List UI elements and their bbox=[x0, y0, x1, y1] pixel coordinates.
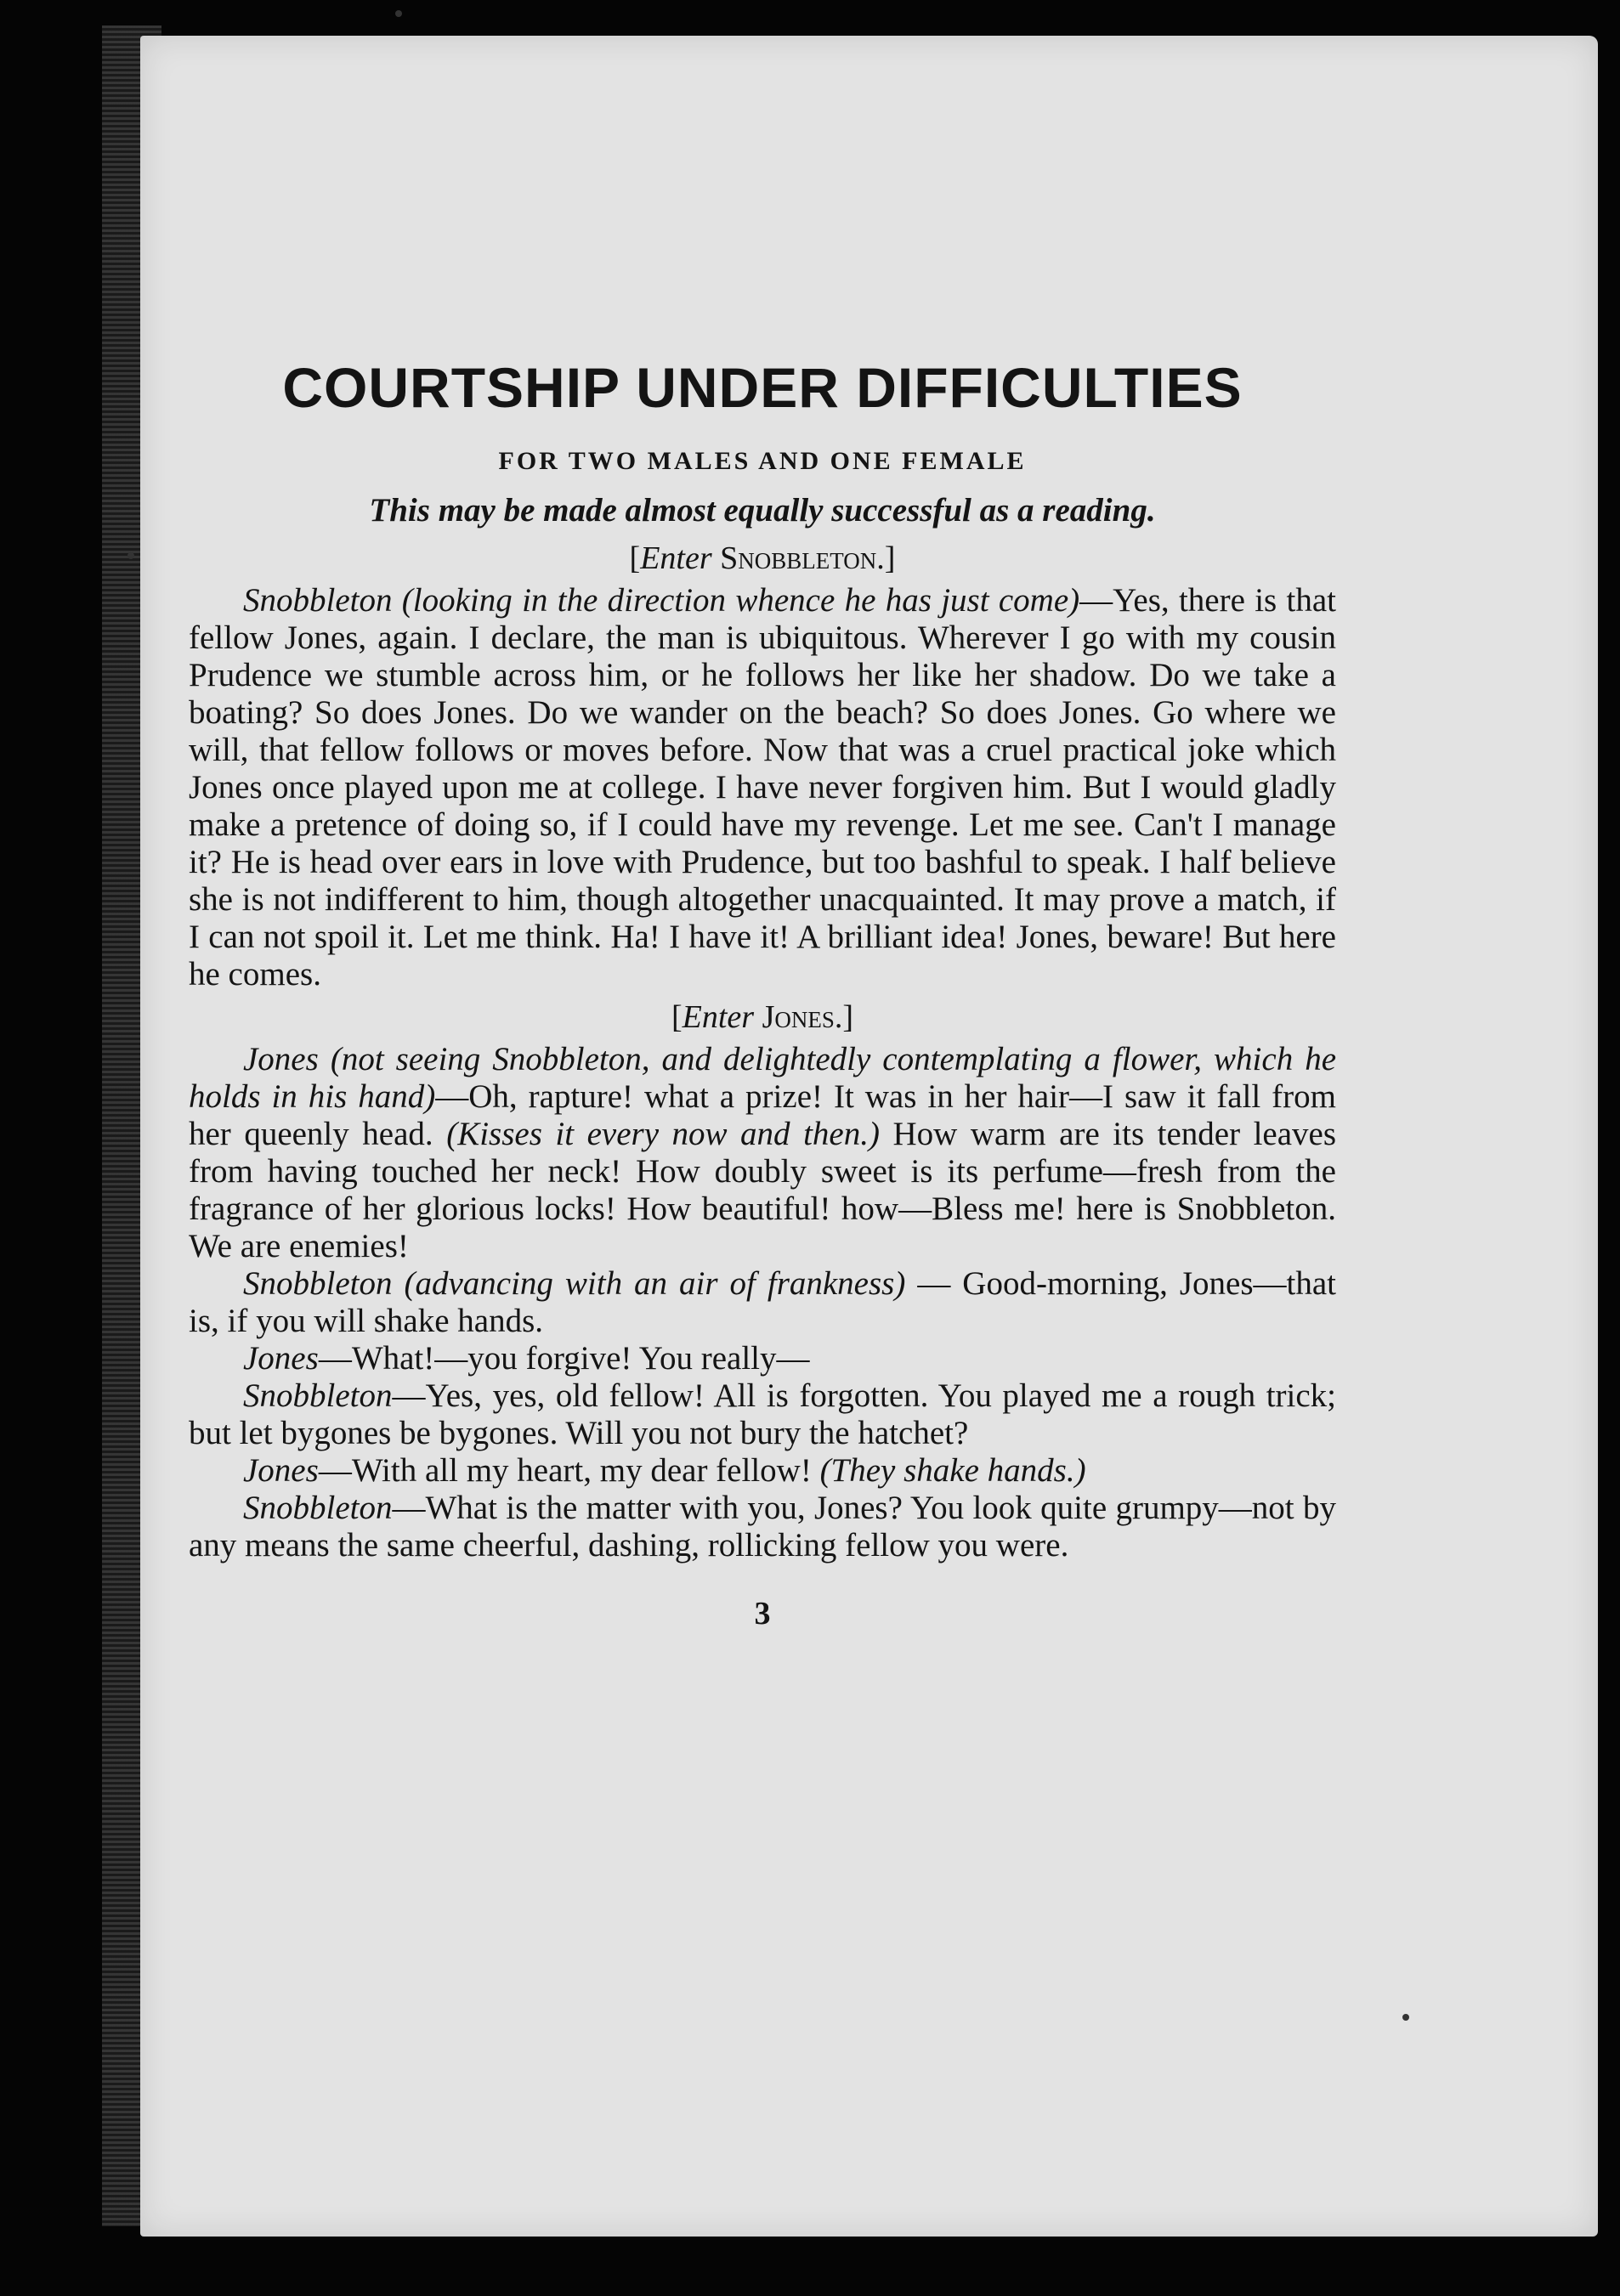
stage-direction: (not seeing Snobbleton, and delightedly contemplating a flower, which he holds in his hand) bbox=[189, 1041, 1337, 1115]
stage-direction-enter-snobbleton: [Enter Snobbleton.] bbox=[629, 540, 896, 576]
scan-speck bbox=[127, 552, 134, 559]
dialogue-text: —What!—you forgive! You really— bbox=[318, 1340, 810, 1377]
reading-note: This may be made almost equally successful as a reading. bbox=[369, 492, 1156, 529]
dialogue-text: —Yes, yes, old fellow! All is forgotten. You played me a rough trick; but let bygones be bygones. Will you not bury the hatchet? bbox=[189, 1377, 1336, 1451]
dialogue-snobbleton-4 bbox=[189, 1490, 1336, 1564]
dialogue-snobbleton-3 bbox=[189, 1377, 1336, 1452]
page-number: 3 bbox=[754, 1596, 771, 1632]
scan-speck bbox=[1402, 2014, 1409, 2021]
cast-subtitle: FOR TWO MALES AND ONE FEMALE bbox=[498, 447, 1027, 475]
speaker-name: Jones bbox=[243, 1041, 319, 1077]
dialogue-snobbleton-1 bbox=[189, 582, 1336, 993]
page-title: COURTSHIP UNDER DIFFICULTIES bbox=[282, 356, 1243, 419]
speaker-name: Snobbleton bbox=[243, 582, 393, 619]
dialogue-text: —Yes, there is that fellow Jones, again. I declare, the man is ubiquitous. Wherever I go with my cousin Prudence we stumble across him, or he follows her like her shadow. Do we take a boating? So does Jones. Do we wander on the beach? So does Jones. Go where we will, that fellow follows or moves before. Now that was a cruel practical joke which Jones once played upon me at college. I have never forgiven him. But I would gladly make a pretence of doing so, if I could have my revenge. Let me see. Can't I manage it? He is head over ears in love with Prudence, but too bashful to speak. I half believe she is not indifferent to him, though altogether unacquainted. It may prove a match, if I can not spoil it. Let me think. Ha! I have it! A brilliant idea! Jones, beware! But here he comes. bbox=[189, 582, 1337, 992]
dialogue-jones-1 bbox=[189, 1041, 1336, 1265]
dialogue-snobbleton-2 bbox=[189, 1265, 1336, 1340]
dialogue-jones-2 bbox=[189, 1340, 1336, 1377]
page-content bbox=[189, 304, 1336, 1632]
dialogue-jones-3 bbox=[189, 1452, 1336, 1490]
stage-direction: (Kisses it every now and then.) bbox=[446, 1116, 880, 1152]
speaker-name: Jones bbox=[243, 1340, 319, 1377]
dialogue-text: How warm are its tender leaves from having touched her neck! How doubly sweet is its perfume—fresh from the fragrance of her glorious locks! How beautiful! how—Bless me! here is Snobbleton. We are enemies! bbox=[189, 1116, 1337, 1264]
stage-direction-enter-jones: [Enter Jones.] bbox=[671, 999, 854, 1035]
speaker-name: Snobbleton bbox=[243, 1377, 393, 1414]
stage-direction: (They shake hands.) bbox=[819, 1452, 1086, 1489]
dialogue-text: —What is the matter with you, Jones? You look quite grumpy—not by any means the same cheerful, dashing, rollicking fellow you were. bbox=[189, 1490, 1336, 1564]
stage-direction: (looking in the direction whence he has just come) bbox=[401, 582, 1080, 619]
scan-speck bbox=[395, 10, 402, 17]
dialogue-text: — Good-morning, Jones—that is, if you will shake hands. bbox=[189, 1265, 1336, 1339]
dialogue-text: —With all my heart, my dear fellow! bbox=[318, 1452, 812, 1489]
dialogue-text: —Oh, rapture! what a prize! It was in her hair—I saw it fall from her queenly head. bbox=[189, 1078, 1336, 1152]
speaker-name: Jones bbox=[243, 1452, 319, 1489]
stage-direction: (advancing with an air of frankness) bbox=[404, 1265, 906, 1302]
speaker-name: Snobbleton bbox=[243, 1265, 393, 1302]
speaker-name: Snobbleton bbox=[243, 1490, 393, 1526]
